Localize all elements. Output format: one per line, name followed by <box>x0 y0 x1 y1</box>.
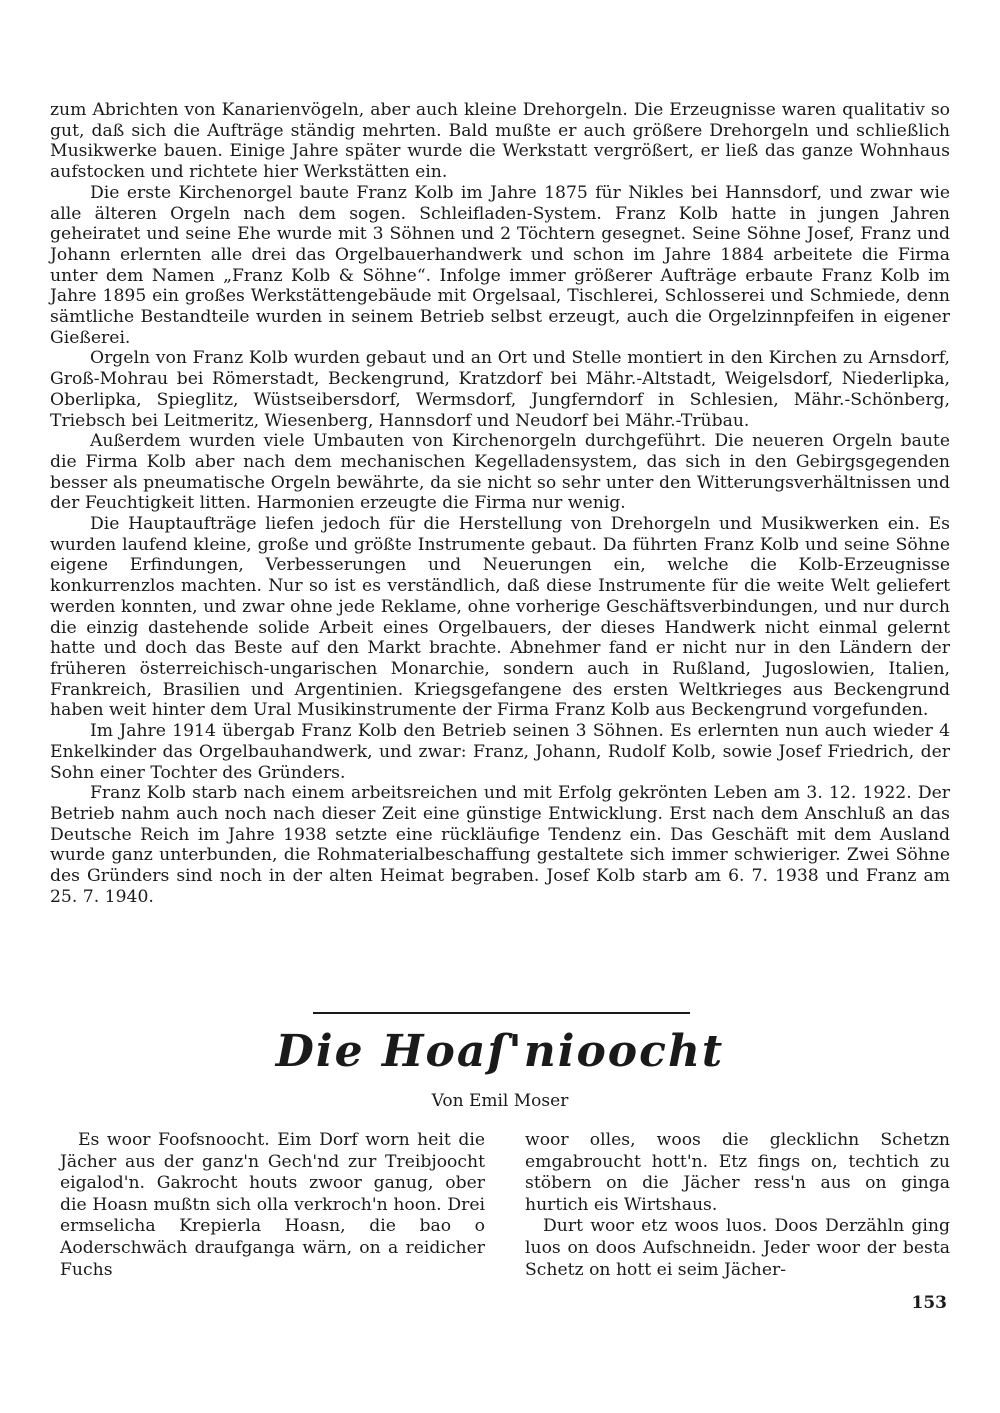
story-author: Von Emil Moser <box>431 1091 569 1111</box>
story-columns <box>60 1130 950 1281</box>
paragraph: Die Hauptaufträge liefen jedoch für die Herstellung von Drehorgeln und Musikwerken ein. Es wurden laufend kleine, große und größte Instrumente gebaut. Da führten Franz Kolb und seine Söhne eigene Erfindungen, Verbesserungen und Neuerungen ein, welche die Kolb-Erzeugnisse konkurrenzlos machten. Nur so ist es verständlich, daß diese Instrumente für die weite Welt geliefert werden konnten, und zwar ohne jede Reklame, ohne vorherige Geschäftsverbindungen, und nur durch die einzig dastehende solide Arbeit eines Orgelbauers, der dieses Handwerk nicht einmal gelernt hatte und doch das Beste auf den Markt brachte. Abnehmer fand er nicht nur in den Ländern der früheren österreichisch-ungarischen Monarchie, sondern auch in Rußland, Jugoslowien, Italien, Frankreich, Brasilien und Argentinien. Kriegsgefangene des ersten Weltkrieges aus Beckengrund haben weit hinter dem Ural Musikinstrumente der Firma Franz Kolb aus Beckengrund vorgefunden. <box>50 514 950 721</box>
paragraph: Die erste Kirchenorgel baute Franz Kolb im Jahre 1875 für Nikles bei Hannsdorf, und zwar wie alle älteren Orgeln nach dem sogen. Schleifladen-System. Franz Kolb hatte in jungen Jahren geheiratet und seine Ehe wurde mit 3 Söhnen und 2 Töchtern gesegnet. Seine Söhne Josef, Franz und Johann erlernten alle drei das Orgelbauerhandwerk und schon im Jahre 1884 arbeitete die Firma unter dem Namen „Franz Kolb & Söhne“. Infolge immer größerer Aufträge erbaute Franz Kolb im Jahre 1895 ein großes Werkstättengebäude mit Orgelsaal, Tischlerei, Schlosserei und Schmiede, denn sämtliche Bestandteile wurden in seinem Betrieb selbst erzeugt, auch die Orgelzinnpfeifen in eigener Gießerei. <box>50 182 950 348</box>
left-column <box>60 1130 485 1281</box>
paragraph: Orgeln von Franz Kolb wurden gebaut und an Ort und Stelle montiert in den Kirchen zu Arnsdorf, Groß-Mohrau bei Römerstadt, Beckengrund, Kratzdorf bei Mähr.-Altstadt, Weigelsdorf, Niederlipka, Oberlipka, Spieglitz, Wüstseibersdorf, Wermsdorf, Jungferndorf in Schlesien, Mähr.-Schönberg, Triebsch bei Leitmeritz, Wiesenberg, Hannsdorf und Neudorf bei Mähr.-Trübau. <box>50 348 950 431</box>
paragraph: Franz Kolb starb nach einem arbeitsreichen und mit Erfolg gekrönten Leben am 3. 12. 1922. Der Betrieb nahm auch noch nach dieser Zeit eine günstige Entwicklung. Erst nach dem Anschluß an das Deutsche Reich im Jahre 1938 setzte eine rückläufige Tendenz ein. Das Geschäft mit dem Ausland wurde ganz unterbunden, die Rohmaterialbeschaffung gestaltete sich immer schwieriger. Zwei Söhne des Gründers sind noch in der alten Heimat begraben. Josef Kolb starb am 6. 7. 1938 und Franz am 25. 7. 1940. <box>50 783 950 907</box>
paragraph: zum Abrichten von Kanarienvögeln, aber auch kleine Drehorgeln. Die Erzeugnisse waren qualitativ so gut, daß sich die Aufträge ständig mehrten. Bald mußte er auch größere Drehorgeln und schließlich Musikwerke bauen. Einige Jahre später wurde die Werkstatt vergrößert, er ließ das ganze Wohnhaus aufstocken und richtete hier Werkstätten ein. <box>50 100 950 183</box>
paragraph: woor olles, woos die glecklichn Schetzn emgabroucht hott'n. Etz fings on, techtich zu stöbern on die Jächer ress'n aus on ginga hurtich eis Wirtshaus. <box>525 1130 950 1215</box>
page-number: 153 <box>911 1293 947 1313</box>
paragraph: Es woor Foofsnoocht. Eim Dorf worn heit die Jächer aus der ganz'n Gech'nd zur Treibjoocht eigalod'n. Gakrocht houts zwoor ganug, ober die Hoasn mußtn sich olla verkroch'n hoon. Drei ermselicha Krepierla Hoasn, die bao o Aoderschwäch draufganga wärn, on a reidicher Fuchs <box>60 1130 485 1280</box>
section-divider <box>313 1012 690 1014</box>
right-column <box>525 1130 950 1281</box>
story-title: Die Hoaſ'nioocht <box>275 1026 725 1077</box>
paragraph: Durt woor etz woos luos. Doos Derzähln ging luos on doos Aufschneidn. Jeder woor der besta Schetz on hott ei seim Jächer- <box>525 1216 950 1280</box>
paragraph: Außerdem wurden viele Umbauten von Kirchenorgeln durchgeführt. Die neueren Orgeln baute die Firma Kolb aber nach dem mechanischen Kegelladensystem, das sich in den Gebirgsgegenden besser als pneumatische Orgeln bewährte, da sie nicht so sehr unter den Witterungsverhältnissen und der Feuchtigkeit litten. Harmonien erzeugte die Firma nur wenig. <box>50 431 950 514</box>
article-body <box>50 100 950 907</box>
paragraph: Im Jahre 1914 übergab Franz Kolb den Betrieb seinen 3 Söhnen. Es erlernten nun auch wieder 4 Enkelkinder das Orgelbauhandwerk, und zwar: Franz, Johann, Rudolf Kolb, sowie Josef Friedrich, der Sohn einer Tochter des Gründers. <box>50 721 950 783</box>
